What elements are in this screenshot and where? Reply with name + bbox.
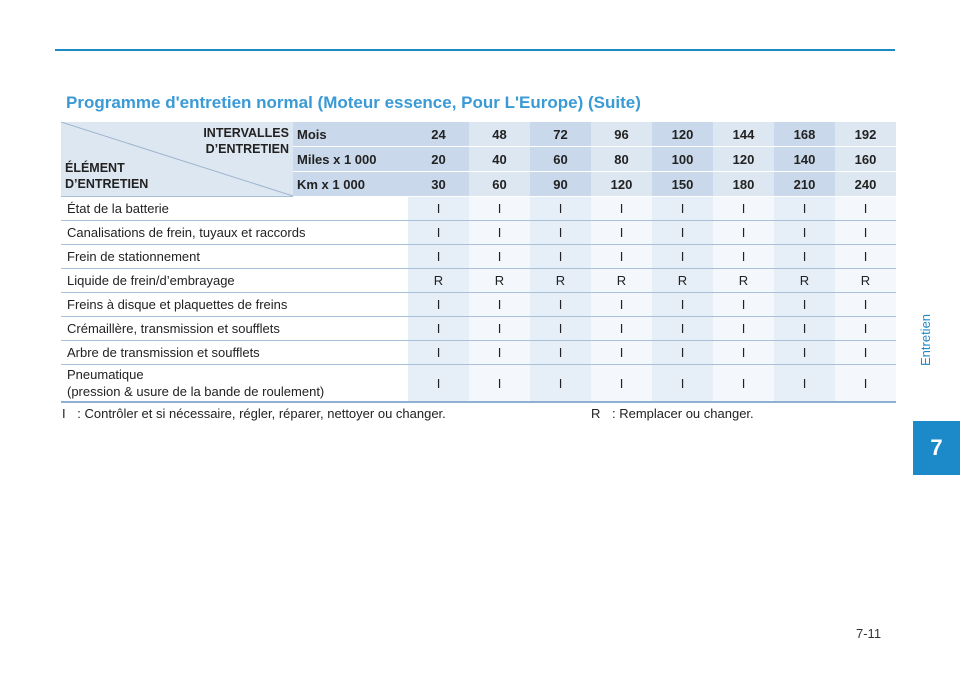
table-row <box>61 245 896 269</box>
table-row <box>61 341 896 365</box>
header-interval-value: 48 <box>469 122 530 147</box>
schedule-action-cell: I <box>591 293 652 317</box>
header-interval-value: 192 <box>835 122 896 147</box>
header-interval-value: 210 <box>774 172 835 197</box>
schedule-action-cell: I <box>408 293 469 317</box>
schedule-action-cell: I <box>713 197 774 221</box>
intervals-label-line1: INTERVALLES <box>203 126 289 140</box>
maintenance-item-line1: Pneumatique <box>67 367 144 382</box>
schedule-action-cell: I <box>591 341 652 365</box>
maintenance-item <box>61 365 408 403</box>
schedule-action-cell: I <box>835 221 896 245</box>
schedule-action-cell: I <box>408 197 469 221</box>
maintenance-item: Freins à disque et plaquettes de freins <box>61 293 408 317</box>
legend-replace-code: R <box>591 406 601 421</box>
schedule-action-cell: I <box>835 365 896 403</box>
header-interval-value: 168 <box>774 122 835 147</box>
table-corner-header <box>61 122 293 197</box>
legend-inspect-text: : Contrôler et si nécessaire, régler, réparer, nettoyer ou changer. <box>77 406 446 421</box>
header-interval-value: 72 <box>530 122 591 147</box>
header-interval-value: 150 <box>652 172 713 197</box>
schedule-action-cell: R <box>713 269 774 293</box>
schedule-action-cell: I <box>408 317 469 341</box>
legend-replace <box>591 406 754 421</box>
header-interval-value: 60 <box>469 172 530 197</box>
schedule-action-cell: I <box>408 245 469 269</box>
schedule-action-cell: I <box>774 221 835 245</box>
schedule-action-cell: I <box>530 341 591 365</box>
header-interval-value: 240 <box>835 172 896 197</box>
schedule-action-cell: R <box>408 269 469 293</box>
item-label <box>65 160 148 192</box>
header-interval-value: 20 <box>408 147 469 172</box>
schedule-action-cell: I <box>652 245 713 269</box>
header-interval-value: 40 <box>469 147 530 172</box>
intervals-label <box>203 125 289 157</box>
header-interval-value: 120 <box>591 172 652 197</box>
schedule-action-cell: I <box>652 317 713 341</box>
schedule-action-cell: R <box>835 269 896 293</box>
schedule-action-cell: I <box>835 341 896 365</box>
schedule-action-cell: I <box>774 341 835 365</box>
maintenance-item: État de la batterie <box>61 197 408 221</box>
maintenance-item-line2: (pression & usure de la bande de roulement) <box>67 384 325 399</box>
header-interval-value: 120 <box>713 147 774 172</box>
table-row <box>61 293 896 317</box>
schedule-action-cell: I <box>591 245 652 269</box>
schedule-action-cell: I <box>591 221 652 245</box>
schedule-action-cell: R <box>469 269 530 293</box>
schedule-action-cell: I <box>591 197 652 221</box>
schedule-action-cell: I <box>469 221 530 245</box>
schedule-action-cell: I <box>835 293 896 317</box>
header-interval-value: 160 <box>835 147 896 172</box>
schedule-action-cell: I <box>408 221 469 245</box>
schedule-action-cell: I <box>652 293 713 317</box>
schedule-action-cell: I <box>835 245 896 269</box>
table-row <box>61 221 896 245</box>
header-row-label: Mois <box>293 122 408 147</box>
schedule-action-cell: I <box>713 293 774 317</box>
header-row-label: Miles x 1 000 <box>293 147 408 172</box>
schedule-action-cell: I <box>530 197 591 221</box>
schedule-action-cell: I <box>591 365 652 403</box>
schedule-action-cell: I <box>530 317 591 341</box>
schedule-action-cell: I <box>408 341 469 365</box>
schedule-action-cell: I <box>652 197 713 221</box>
schedule-action-cell: I <box>469 317 530 341</box>
header-row-label: Km x 1 000 <box>293 172 408 197</box>
schedule-action-cell: I <box>652 341 713 365</box>
intervals-label-line2: D’ENTRETIEN <box>205 142 289 156</box>
maintenance-schedule-table <box>61 122 896 403</box>
header-interval-value: 100 <box>652 147 713 172</box>
top-rule <box>55 49 895 51</box>
item-label-line1: ÉLÉMENT <box>65 161 125 175</box>
header-interval-value: 144 <box>713 122 774 147</box>
header-interval-value: 24 <box>408 122 469 147</box>
schedule-action-cell: I <box>713 365 774 403</box>
schedule-action-cell: I <box>835 197 896 221</box>
legend-replace-text: : Remplacer ou changer. <box>612 406 754 421</box>
schedule-action-cell: I <box>408 365 469 403</box>
page-number: 7-11 <box>856 626 882 641</box>
chapter-tab-label: Entretien <box>918 313 933 366</box>
header-interval-value: 96 <box>591 122 652 147</box>
schedule-action-cell: I <box>835 317 896 341</box>
schedule-action-cell: I <box>713 221 774 245</box>
schedule-action-cell: I <box>713 341 774 365</box>
maintenance-item: Liquide de frein/d’embrayage <box>61 269 408 293</box>
schedule-action-cell: I <box>591 317 652 341</box>
header-interval-value: 60 <box>530 147 591 172</box>
schedule-action-cell: I <box>530 221 591 245</box>
schedule-action-cell: I <box>774 365 835 403</box>
schedule-action-cell: I <box>469 341 530 365</box>
schedule-action-cell: I <box>530 293 591 317</box>
schedule-action-cell: R <box>591 269 652 293</box>
table-row <box>61 197 896 221</box>
schedule-action-cell: I <box>469 245 530 269</box>
schedule-action-cell: I <box>774 293 835 317</box>
legend-inspect <box>62 406 446 421</box>
maintenance-item: Crémaillère, transmission et soufflets <box>61 317 408 341</box>
header-interval-value: 180 <box>713 172 774 197</box>
schedule-action-cell: I <box>774 317 835 341</box>
schedule-action-cell: I <box>469 293 530 317</box>
chapter-tab-number: 7 <box>913 421 960 475</box>
schedule-action-cell: I <box>713 245 774 269</box>
schedule-action-cell: I <box>774 197 835 221</box>
schedule-action-cell: I <box>530 365 591 403</box>
schedule-action-cell: I <box>469 365 530 403</box>
schedule-action-cell: R <box>774 269 835 293</box>
header-interval-value: 90 <box>530 172 591 197</box>
header-interval-value: 30 <box>408 172 469 197</box>
table-row <box>61 269 896 293</box>
header-interval-value: 140 <box>774 147 835 172</box>
schedule-action-cell: I <box>652 365 713 403</box>
legend-inspect-code: I <box>62 406 66 421</box>
schedule-action-cell: I <box>469 197 530 221</box>
schedule-action-cell: R <box>530 269 591 293</box>
maintenance-item: Canalisations de frein, tuyaux et raccords <box>61 221 408 245</box>
header-interval-value: 120 <box>652 122 713 147</box>
schedule-action-cell: I <box>652 221 713 245</box>
page-title: Programme d'entretien normal (Moteur essence, Pour L'Europe) (Suite) <box>66 93 641 112</box>
maintenance-item: Arbre de transmission et soufflets <box>61 341 408 365</box>
schedule-action-cell: I <box>713 317 774 341</box>
item-label-line2: D’ENTRETIEN <box>65 177 149 191</box>
maintenance-item: Frein de stationnement <box>61 245 408 269</box>
schedule-action-cell: R <box>652 269 713 293</box>
schedule-action-cell: I <box>774 245 835 269</box>
table-row <box>61 317 896 341</box>
table-row <box>61 365 896 403</box>
schedule-action-cell: I <box>530 245 591 269</box>
header-interval-value: 80 <box>591 147 652 172</box>
